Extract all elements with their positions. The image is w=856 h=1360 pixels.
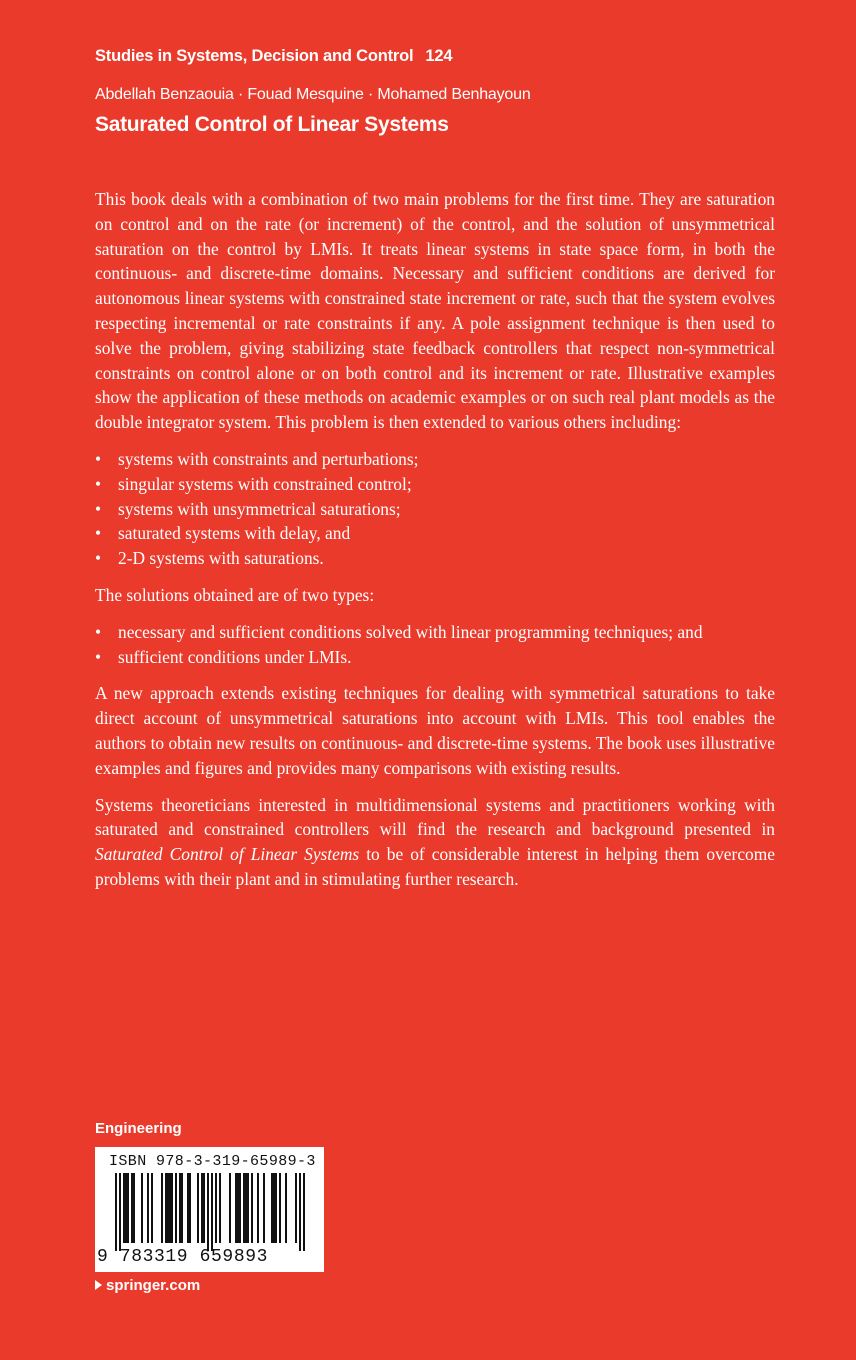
barcode-bar xyxy=(245,1173,247,1243)
blurb-paragraph-1: This book deals with a combination of two main problems for the first time. They are saturation on control and on the rate (or increment) of the control, and the solution of unsymmetrical saturation on the control by LMIs. It treats linear systems in state space form, in both the continuous- and discrete-time domains. Necessary and sufficient conditions are derived for autonomous linear systems with constrained state increment or rate, such that the system evolves respecting incremental or rate constraints if any. A pole assignment technique is then used to solve the problem, giving stabilizing state feedback controllers that respect non-symmetrical constraints on control alone or on both control and its increment or rate. Illustrative examples show the application of these methods on academic examples or on such real plant models as the double integrator system. This problem is then extended to various others including: xyxy=(95,189,775,433)
barcode-bar xyxy=(161,1173,163,1243)
barcode-bar xyxy=(207,1173,209,1251)
ean-digits: 9 783319 659893 xyxy=(97,1247,269,1267)
barcode-bar xyxy=(263,1173,265,1243)
bullet-icon: • xyxy=(95,473,102,494)
arrow-right-icon xyxy=(95,1280,102,1290)
barcode-bar xyxy=(133,1173,135,1243)
barcode-bar xyxy=(171,1173,173,1243)
barcode-bar xyxy=(211,1173,213,1251)
authors: Abdellah Benzaouia · Fouad Mesquine · Mohamed Benhayoun xyxy=(95,86,531,103)
blurb-paragraph-3: A new approach extends existing techniques for dealing with symmetrical saturations to take direct account of unsymmetrical saturations into account with LMIs. This tool enables the authors to obtain new results on continuous- and discrete-time systems. The book uses illustrative examples and figures and provides many comparisons with existing results. xyxy=(95,683,775,778)
barcode-bar xyxy=(295,1173,297,1243)
barcode-bar xyxy=(235,1173,237,1243)
problem-list xyxy=(95,447,775,571)
publisher-link[interactable] xyxy=(95,1277,200,1294)
barcode-bar xyxy=(215,1173,217,1243)
bullet-icon: • xyxy=(95,646,102,667)
barcode-bar xyxy=(115,1173,117,1251)
blurb xyxy=(95,187,775,892)
barcode-bar xyxy=(187,1173,189,1243)
barcode-bar xyxy=(303,1173,305,1251)
barcode-bar xyxy=(299,1173,301,1251)
publisher-link-text: springer.com xyxy=(106,1277,201,1294)
barcode-bar xyxy=(219,1173,221,1243)
bullet-icon: • xyxy=(95,523,102,544)
barcode-bar xyxy=(271,1173,273,1243)
list-item: • singular systems with constrained control; xyxy=(95,472,775,497)
barcode-bars xyxy=(101,1173,318,1253)
barcode-bar xyxy=(165,1173,167,1243)
barcode-bar xyxy=(203,1173,205,1243)
barcode-bar xyxy=(131,1173,133,1243)
list-item: • 2-D systems with saturations. xyxy=(95,546,775,571)
barcode-bar xyxy=(201,1173,203,1243)
bullet-icon: • xyxy=(95,498,102,519)
list-item: • systems with unsymmetrical saturations; xyxy=(95,497,775,522)
barcode-bar xyxy=(179,1173,181,1243)
subject-label: Engineering xyxy=(95,1120,182,1137)
series-number: 124 xyxy=(425,47,453,65)
book-title: Saturated Control of Linear Systems xyxy=(95,113,449,136)
barcode-bar xyxy=(243,1173,245,1243)
barcode-bar xyxy=(229,1173,231,1243)
solution-list xyxy=(95,620,775,670)
barcode-bar xyxy=(279,1173,281,1243)
barcode-bar xyxy=(285,1173,287,1243)
series-line xyxy=(95,47,452,66)
barcode-bar xyxy=(147,1173,149,1243)
barcode-bar xyxy=(123,1173,125,1243)
barcode-bar xyxy=(181,1173,183,1243)
barcode-bar xyxy=(169,1173,171,1243)
barcode-bar xyxy=(119,1173,121,1251)
barcode-bar xyxy=(127,1173,129,1243)
barcode-bar xyxy=(141,1173,143,1243)
barcode xyxy=(95,1147,324,1272)
bullet-icon: • xyxy=(95,548,102,569)
barcode-bar xyxy=(247,1173,249,1243)
bullet-icon: • xyxy=(95,621,102,642)
barcode-bar xyxy=(189,1173,191,1243)
list-item: • systems with constraints and perturbations; xyxy=(95,447,775,472)
blurb-paragraph-4: Systems theoreticians interested in multidimensional systems and practitioners working with saturated and constrained controllers will find the research and background presented in Saturated Control of Linear Systems to be of considerable interest in helping them overcome problems with their plant and in stimulating further research. xyxy=(95,794,775,889)
barcode-bar xyxy=(275,1173,277,1243)
book-title-italic: Saturated Control of Linear Systems xyxy=(95,844,360,865)
list-item: • necessary and sufficient conditions solved with linear programming techniques; and xyxy=(95,620,775,645)
isbn-text: ISBN 978-3-319-65989-3 xyxy=(109,1153,316,1170)
barcode-bar xyxy=(239,1173,241,1243)
barcode-bar xyxy=(167,1173,169,1243)
list-item: • saturated systems with delay, and xyxy=(95,521,775,546)
barcode-bar xyxy=(251,1173,253,1243)
bullet-icon: • xyxy=(95,448,102,469)
barcode-bar xyxy=(257,1173,259,1243)
barcode-bar xyxy=(125,1173,127,1243)
barcode-bar xyxy=(237,1173,239,1243)
barcode-bar xyxy=(197,1173,199,1243)
list-item: • sufficient conditions under LMIs. xyxy=(95,645,775,670)
barcode-bar xyxy=(175,1173,177,1243)
barcode-bar xyxy=(151,1173,153,1243)
series-name: Studies in Systems, Decision and Control xyxy=(95,47,414,65)
blurb-paragraph-2: The solutions obtained are of two types: xyxy=(95,584,375,605)
barcode-bar xyxy=(273,1173,275,1243)
